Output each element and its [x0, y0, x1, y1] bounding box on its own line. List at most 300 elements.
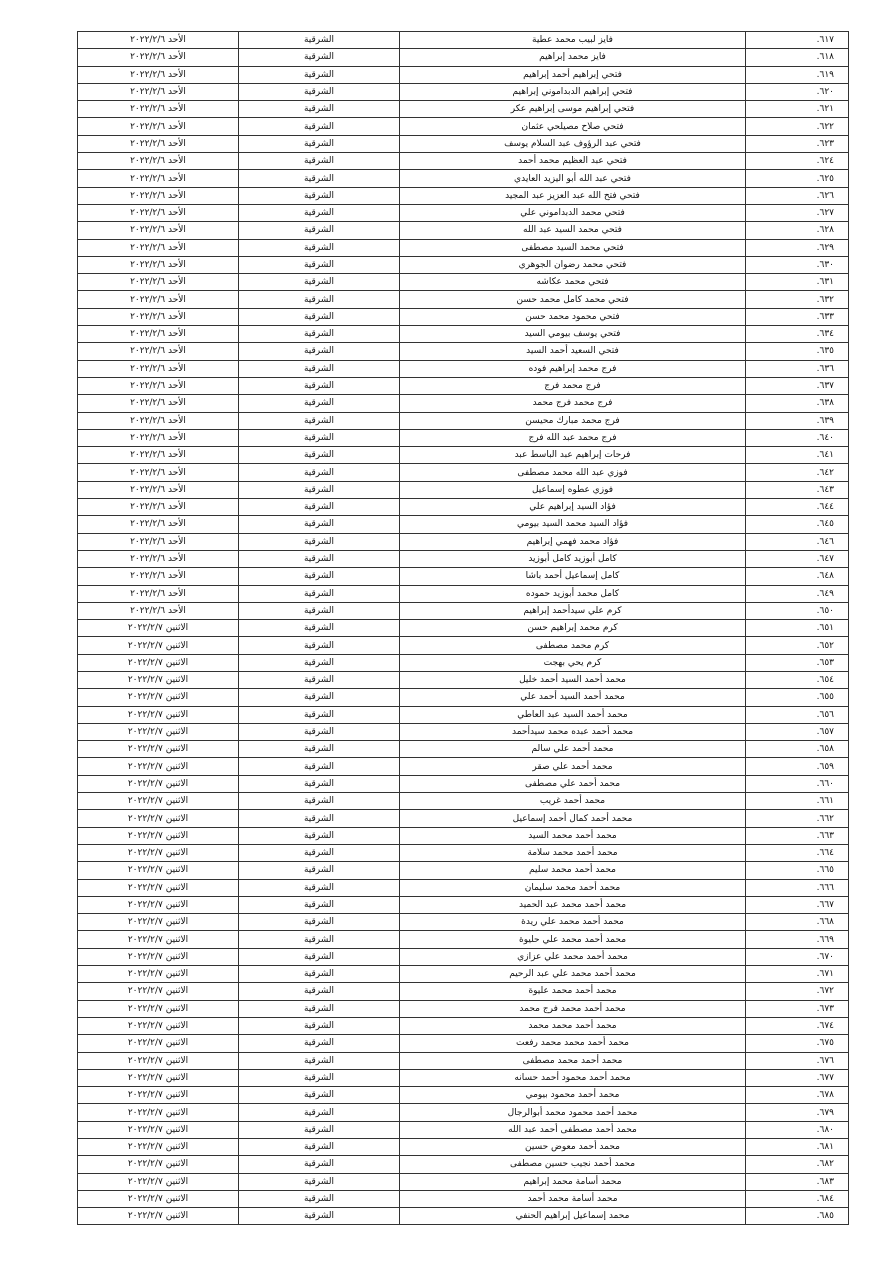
table-row — [78, 1087, 849, 1104]
row-number-cell: ٦٥١. — [746, 620, 849, 637]
governorate-cell: الشرقية — [239, 481, 400, 498]
governorate-cell: الشرقية — [239, 291, 400, 308]
table-row — [78, 1017, 849, 1034]
name-cell: محمد أحمد غريب — [400, 793, 746, 810]
row-number-cell: ٦٦١. — [746, 793, 849, 810]
governorate-cell: الشرقية — [239, 516, 400, 533]
date-cell: الأحد ٢٠٢٢/٢/٦ — [78, 447, 239, 464]
date-cell: الاثنين ٢٠٢٢/٢/٧ — [78, 1104, 239, 1121]
date-cell: الاثنين ٢٠٢٢/٢/٧ — [78, 706, 239, 723]
date-cell: الأحد ٢٠٢٢/٢/٦ — [78, 101, 239, 118]
date-cell: الاثنين ٢٠٢٢/٢/٧ — [78, 689, 239, 706]
date-cell: الاثنين ٢٠٢٢/٢/٧ — [78, 637, 239, 654]
table-row — [78, 1156, 849, 1173]
name-cell: كرم محمد إبراهيم حسن — [400, 620, 746, 637]
date-cell: الأحد ٢٠٢٢/٢/٦ — [78, 499, 239, 516]
table-row — [78, 1208, 849, 1225]
name-cell: فتحي محمد السيد مصطفى — [400, 239, 746, 256]
row-number-cell: ٦٥٣. — [746, 654, 849, 671]
date-cell: الاثنين ٢٠٢٢/٢/٧ — [78, 844, 239, 861]
table-row — [78, 1121, 849, 1138]
date-cell: الاثنين ٢٠٢٢/٢/٧ — [78, 793, 239, 810]
table-row — [78, 1190, 849, 1207]
row-number-cell: ٦٣٣. — [746, 308, 849, 325]
governorate-cell: الشرقية — [239, 758, 400, 775]
row-number-cell: ٦٤٦. — [746, 533, 849, 550]
governorate-cell: الشرقية — [239, 671, 400, 688]
row-number-cell: ٦٣٢. — [746, 291, 849, 308]
date-cell: الاثنين ٢٠٢٢/٢/٧ — [78, 983, 239, 1000]
governorate-cell: الشرقية — [239, 239, 400, 256]
table-row — [78, 516, 849, 533]
date-cell: الأحد ٢٠٢٢/٢/٦ — [78, 135, 239, 152]
name-cell: فوزي عبد الله محمد مصطفى — [400, 464, 746, 481]
date-cell: الأحد ٢٠٢٢/٢/٦ — [78, 360, 239, 377]
table-row — [78, 447, 849, 464]
name-cell: فتحي محمد الدبداموني علي — [400, 204, 746, 221]
row-number-cell: ٦٧٥. — [746, 1035, 849, 1052]
row-number-cell: ٦٤٢. — [746, 464, 849, 481]
governorate-cell: الشرقية — [239, 274, 400, 291]
name-cell: فوزي عطوه إسماعيل — [400, 481, 746, 498]
governorate-cell: الشرقية — [239, 1173, 400, 1190]
name-cell: كامل محمد أبوزيد حموده — [400, 585, 746, 602]
date-cell: الأحد ٢٠٢٢/٢/٦ — [78, 83, 239, 100]
date-cell: الأحد ٢٠٢٢/٢/٦ — [78, 412, 239, 429]
date-cell: الأحد ٢٠٢٢/٢/٦ — [78, 395, 239, 412]
date-cell: الأحد ٢٠٢٢/٢/٦ — [78, 222, 239, 239]
row-number-cell: ٦٥٢. — [746, 637, 849, 654]
row-number-cell: ٦٥٧. — [746, 723, 849, 740]
row-number-cell: ٦٢٨. — [746, 222, 849, 239]
date-cell: الاثنين ٢٠٢٢/٢/٧ — [78, 1121, 239, 1138]
row-number-cell: ٦٢١. — [746, 101, 849, 118]
name-cell: محمد أحمد كمال أحمد إسماعيل — [400, 810, 746, 827]
date-cell: الأحد ٢٠٢٢/٢/٦ — [78, 239, 239, 256]
name-cell: فتحي محمد السيد عبد الله — [400, 222, 746, 239]
date-cell: الأحد ٢٠٢٢/٢/٦ — [78, 274, 239, 291]
date-cell: الأحد ٢٠٢٢/٢/٦ — [78, 481, 239, 498]
name-cell: كرم محمد مصطفى — [400, 637, 746, 654]
table-row — [78, 239, 849, 256]
name-cell: محمد أحمد محمد مصطفى — [400, 1052, 746, 1069]
row-number-cell: ٦٣٩. — [746, 412, 849, 429]
governorate-cell: الشرقية — [239, 862, 400, 879]
name-cell: كامل أبوزيد كامل أبوزيد — [400, 550, 746, 567]
name-cell: محمد أحمد معوض حسين — [400, 1139, 746, 1156]
name-cell: محمد أحمد علي سالم — [400, 741, 746, 758]
table-row — [78, 758, 849, 775]
governorate-cell: الشرقية — [239, 377, 400, 394]
governorate-cell: الشرقية — [239, 412, 400, 429]
table-row — [78, 343, 849, 360]
row-number-cell: ٦٦٥. — [746, 862, 849, 879]
table-row — [78, 101, 849, 118]
date-cell: الأحد ٢٠٢٢/٢/٦ — [78, 568, 239, 585]
row-number-cell: ٦١٧. — [746, 32, 849, 49]
table-row — [78, 723, 849, 740]
governorate-cell: الشرقية — [239, 1208, 400, 1225]
table-row — [78, 585, 849, 602]
name-cell: فتحي محمد عكاشه — [400, 274, 746, 291]
table-row — [78, 550, 849, 567]
governorate-cell: الشرقية — [239, 879, 400, 896]
row-number-cell: ٦٧٧. — [746, 1069, 849, 1086]
row-number-cell: ٦٥٥. — [746, 689, 849, 706]
row-number-cell: ٦٢٦. — [746, 187, 849, 204]
date-cell: الاثنين ٢٠٢٢/٢/٧ — [78, 1156, 239, 1173]
row-number-cell: ٦٢٢. — [746, 118, 849, 135]
row-number-cell: ٦٨٤. — [746, 1190, 849, 1207]
date-cell: الاثنين ٢٠٢٢/٢/٧ — [78, 671, 239, 688]
governorate-cell: الشرقية — [239, 810, 400, 827]
row-number-cell: ٦٢٤. — [746, 153, 849, 170]
date-cell: الاثنين ٢٠٢٢/٢/٧ — [78, 1139, 239, 1156]
governorate-cell: الشرقية — [239, 585, 400, 602]
date-cell: الأحد ٢٠٢٢/٢/٦ — [78, 32, 239, 49]
date-cell: الأحد ٢٠٢٢/٢/٦ — [78, 464, 239, 481]
name-cell: فؤاد السيد محمد السيد بيومي — [400, 516, 746, 533]
row-number-cell: ٦٤٥. — [746, 516, 849, 533]
name-cell: محمد أحمد محمود محمد أبوالرجال — [400, 1104, 746, 1121]
name-cell: فتحي إبراهيم أحمد إبراهيم — [400, 66, 746, 83]
date-cell: الاثنين ٢٠٢٢/٢/٧ — [78, 810, 239, 827]
row-number-cell: ٦٢٣. — [746, 135, 849, 152]
date-cell: الأحد ٢٠٢٢/٢/٦ — [78, 256, 239, 273]
governorate-cell: الشرقية — [239, 170, 400, 187]
date-cell: الأحد ٢٠٢٢/٢/٦ — [78, 585, 239, 602]
name-cell: فتحي عبد الرؤوف عبد السلام يوسف — [400, 135, 746, 152]
table-row — [78, 1104, 849, 1121]
date-cell: الاثنين ٢٠٢٢/٢/٧ — [78, 1173, 239, 1190]
governorate-cell: الشرقية — [239, 1069, 400, 1086]
table-row — [78, 429, 849, 446]
date-cell: الاثنين ٢٠٢٢/٢/٧ — [78, 1035, 239, 1052]
table-row — [78, 533, 849, 550]
governorate-cell: الشرقية — [239, 948, 400, 965]
row-number-cell: ٦٦٣. — [746, 827, 849, 844]
row-number-cell: ٦٧٣. — [746, 1000, 849, 1017]
row-number-cell: ٦٧٦. — [746, 1052, 849, 1069]
governorate-cell: الشرقية — [239, 793, 400, 810]
row-number-cell: ٦٥٦. — [746, 706, 849, 723]
date-cell: الاثنين ٢٠٢٢/٢/٧ — [78, 723, 239, 740]
governorate-cell: الشرقية — [239, 308, 400, 325]
date-cell: الاثنين ٢٠٢٢/٢/٧ — [78, 1017, 239, 1034]
table-row — [78, 170, 849, 187]
row-number-cell: ٦٦٧. — [746, 896, 849, 913]
name-cell: محمد أحمد مصطفى أحمد عبد الله — [400, 1121, 746, 1138]
row-number-cell: ٦٧٤. — [746, 1017, 849, 1034]
table-row — [78, 222, 849, 239]
date-cell: الأحد ٢٠٢٢/٢/٦ — [78, 308, 239, 325]
governorate-cell: الشرقية — [239, 931, 400, 948]
governorate-cell: الشرقية — [239, 395, 400, 412]
name-cell: فتحي عبد الله أبو اليزيد العايدي — [400, 170, 746, 187]
date-cell: الأحد ٢٠٢٢/٢/٦ — [78, 118, 239, 135]
governorate-cell: الشرقية — [239, 706, 400, 723]
table-row — [78, 775, 849, 792]
name-cell: محمد أحمد محمود بيومي — [400, 1087, 746, 1104]
governorate-cell: الشرقية — [239, 447, 400, 464]
date-cell: الأحد ٢٠٢٢/٢/٦ — [78, 602, 239, 619]
governorate-cell: الشرقية — [239, 1035, 400, 1052]
date-cell: الأحد ٢٠٢٢/٢/٦ — [78, 550, 239, 567]
governorate-cell: الشرقية — [239, 689, 400, 706]
governorate-cell: الشرقية — [239, 1017, 400, 1034]
table-body — [78, 32, 849, 1225]
table-row — [78, 377, 849, 394]
name-cell: محمد أحمد نجيب حسين مصطفى — [400, 1156, 746, 1173]
name-cell: فرحات إبراهيم عبد الباسط عبد — [400, 447, 746, 464]
date-cell: الأحد ٢٠٢٢/٢/٦ — [78, 326, 239, 343]
table-row — [78, 706, 849, 723]
table-row — [78, 966, 849, 983]
name-cell: محمد أحمد السيد أحمد علي — [400, 689, 746, 706]
table-row — [78, 827, 849, 844]
table-row — [78, 256, 849, 273]
governorate-cell: الشرقية — [239, 326, 400, 343]
row-number-cell: ٦٤٩. — [746, 585, 849, 602]
date-cell: الأحد ٢٠٢٢/٢/٦ — [78, 170, 239, 187]
date-cell: الاثنين ٢٠٢٢/٢/٧ — [78, 879, 239, 896]
governorate-cell: الشرقية — [239, 637, 400, 654]
row-number-cell: ٦٢٥. — [746, 170, 849, 187]
table-row — [78, 66, 849, 83]
row-number-cell: ٦٨٠. — [746, 1121, 849, 1138]
name-cell: محمد أحمد محمد عليوة — [400, 983, 746, 1000]
row-number-cell: ٦٧٠. — [746, 948, 849, 965]
governorate-cell: الشرقية — [239, 1190, 400, 1207]
table-row — [78, 1035, 849, 1052]
date-cell: الاثنين ٢٠٢٢/٢/٧ — [78, 654, 239, 671]
name-cell: فتحي محمد رضوان الجوهري — [400, 256, 746, 273]
table-row — [78, 914, 849, 931]
name-cell: محمد أحمد محمد علي ريدة — [400, 914, 746, 931]
governorate-cell: الشرقية — [239, 118, 400, 135]
date-cell: الاثنين ٢٠٢٢/٢/٧ — [78, 948, 239, 965]
row-number-cell: ٦٣٦. — [746, 360, 849, 377]
date-cell: الاثنين ٢٠٢٢/٢/٧ — [78, 1190, 239, 1207]
governorate-cell: الشرقية — [239, 620, 400, 637]
row-number-cell: ٦٣٨. — [746, 395, 849, 412]
governorate-cell: الشرقية — [239, 827, 400, 844]
table-row — [78, 153, 849, 170]
date-cell: الأحد ٢٠٢٢/٢/٦ — [78, 204, 239, 221]
row-number-cell: ٦١٨. — [746, 49, 849, 66]
date-cell: الأحد ٢٠٢٢/٢/٦ — [78, 516, 239, 533]
row-number-cell: ٦٨٣. — [746, 1173, 849, 1190]
governorate-cell: الشرقية — [239, 775, 400, 792]
row-number-cell: ٦٢٠. — [746, 83, 849, 100]
governorate-cell: الشرقية — [239, 1104, 400, 1121]
governorate-cell: الشرقية — [239, 741, 400, 758]
name-cell: كرم علي سيدأحمد إبراهيم — [400, 602, 746, 619]
row-number-cell: ٦٥٠. — [746, 602, 849, 619]
name-cell: محمد أحمد محمد علي حليوة — [400, 931, 746, 948]
row-number-cell: ٦٣٥. — [746, 343, 849, 360]
table-row — [78, 308, 849, 325]
row-number-cell: ٦٤٠. — [746, 429, 849, 446]
table-row — [78, 49, 849, 66]
table-row — [78, 464, 849, 481]
table-row — [78, 637, 849, 654]
governorate-cell: الشرقية — [239, 966, 400, 983]
row-number-cell: ٦٦٤. — [746, 844, 849, 861]
table-row — [78, 135, 849, 152]
row-number-cell: ٦٥٨. — [746, 741, 849, 758]
governorate-cell: الشرقية — [239, 568, 400, 585]
governorate-cell: الشرقية — [239, 1000, 400, 1017]
name-cell: فؤاد السيد إبراهيم علي — [400, 499, 746, 516]
name-cell: محمد أسامة محمد أحمد — [400, 1190, 746, 1207]
governorate-cell: الشرقية — [239, 533, 400, 550]
row-number-cell: ٦٦٦. — [746, 879, 849, 896]
governorate-cell: الشرقية — [239, 1139, 400, 1156]
name-cell: محمد أحمد السيد عبد العاطي — [400, 706, 746, 723]
date-cell: الأحد ٢٠٢٢/٢/٦ — [78, 66, 239, 83]
attendance-table — [77, 31, 849, 1225]
date-cell: الأحد ٢٠٢٢/٢/٦ — [78, 187, 239, 204]
date-cell: الاثنين ٢٠٢٢/٢/٧ — [78, 1208, 239, 1225]
name-cell: محمد أحمد عبده محمد سيدأحمد — [400, 723, 746, 740]
name-cell: فرج محمد فرج محمد — [400, 395, 746, 412]
row-number-cell: ٦٣١. — [746, 274, 849, 291]
table-row — [78, 793, 849, 810]
row-number-cell: ٦٤٣. — [746, 481, 849, 498]
table-row — [78, 187, 849, 204]
name-cell: فتحي فتح الله عبد العزيز عبد المجيد — [400, 187, 746, 204]
date-cell: الاثنين ٢٠٢٢/٢/٧ — [78, 775, 239, 792]
governorate-cell: الشرقية — [239, 1156, 400, 1173]
name-cell: كامل إسماعيل أحمد باشا — [400, 568, 746, 585]
row-number-cell: ٦٣٤. — [746, 326, 849, 343]
name-cell: فتحي إبراهيم الدبداموني إبراهيم — [400, 83, 746, 100]
table-row — [78, 1069, 849, 1086]
governorate-cell: الشرقية — [239, 1121, 400, 1138]
table-row — [78, 620, 849, 637]
governorate-cell: الشرقية — [239, 914, 400, 931]
table-row — [78, 32, 849, 49]
name-cell: فرج محمد فرج — [400, 377, 746, 394]
name-cell: محمد أحمد محمد علي عبد الرحيم — [400, 966, 746, 983]
name-cell: محمد أحمد محمد علي عزازي — [400, 948, 746, 965]
name-cell: فؤاد محمد فهمي إبراهيم — [400, 533, 746, 550]
governorate-cell: الشرقية — [239, 896, 400, 913]
name-cell: فايز محمد إبراهيم — [400, 49, 746, 66]
name-cell: محمد أحمد محمد سلامة — [400, 844, 746, 861]
row-number-cell: ٦٣٧. — [746, 377, 849, 394]
governorate-cell: الشرقية — [239, 343, 400, 360]
name-cell: كرم يحي بهجت — [400, 654, 746, 671]
date-cell: الاثنين ٢٠٢٢/٢/٧ — [78, 931, 239, 948]
table-row — [78, 862, 849, 879]
row-number-cell: ٦٥٩. — [746, 758, 849, 775]
governorate-cell: الشرقية — [239, 187, 400, 204]
name-cell: محمد أحمد محمود أحمد حسانه — [400, 1069, 746, 1086]
table-row — [78, 412, 849, 429]
table-row — [78, 481, 849, 498]
date-cell: الاثنين ٢٠٢٢/٢/٧ — [78, 862, 239, 879]
table-row — [78, 844, 849, 861]
governorate-cell: الشرقية — [239, 83, 400, 100]
name-cell: فايز لبيب محمد عطية — [400, 32, 746, 49]
table-row — [78, 326, 849, 343]
name-cell: فرج محمد إبراهيم فوده — [400, 360, 746, 377]
governorate-cell: الشرقية — [239, 360, 400, 377]
governorate-cell: الشرقية — [239, 222, 400, 239]
governorate-cell: الشرقية — [239, 654, 400, 671]
name-cell: محمد أحمد محمد محمد رفعت — [400, 1035, 746, 1052]
date-cell: الأحد ٢٠٢٢/٢/٦ — [78, 153, 239, 170]
date-cell: الاثنين ٢٠٢٢/٢/٧ — [78, 827, 239, 844]
table-row — [78, 654, 849, 671]
table-row — [78, 360, 849, 377]
governorate-cell: الشرقية — [239, 256, 400, 273]
row-number-cell: ٦٨٥. — [746, 1208, 849, 1225]
name-cell: فتحي محمود محمد حسن — [400, 308, 746, 325]
name-cell: محمد أحمد محمد فرج محمد — [400, 1000, 746, 1017]
name-cell: محمد أحمد محمد سليمان — [400, 879, 746, 896]
governorate-cell: الشرقية — [239, 844, 400, 861]
row-number-cell: ٦٢٩. — [746, 239, 849, 256]
table-row — [78, 204, 849, 221]
governorate-cell: الشرقية — [239, 499, 400, 516]
date-cell: الاثنين ٢٠٢٢/٢/٧ — [78, 1000, 239, 1017]
table-row — [78, 983, 849, 1000]
row-number-cell: ٦٦٢. — [746, 810, 849, 827]
table-row — [78, 1173, 849, 1190]
name-cell: محمد أحمد محمد السيد — [400, 827, 746, 844]
row-number-cell: ٦٧١. — [746, 966, 849, 983]
table-row — [78, 602, 849, 619]
table-row — [78, 1052, 849, 1069]
table-row — [78, 948, 849, 965]
governorate-cell: الشرقية — [239, 429, 400, 446]
name-cell: فرج محمد عبد الله فرج — [400, 429, 746, 446]
table-row — [78, 118, 849, 135]
table-row — [78, 83, 849, 100]
table-row — [78, 274, 849, 291]
name-cell: محمد إسماعيل إبراهيم الحنفي — [400, 1208, 746, 1225]
date-cell: الأحد ٢٠٢٢/٢/٦ — [78, 533, 239, 550]
governorate-cell: الشرقية — [239, 1052, 400, 1069]
row-number-cell: ٦٨٢. — [746, 1156, 849, 1173]
governorate-cell: الشرقية — [239, 49, 400, 66]
row-number-cell: ٦٧٢. — [746, 983, 849, 1000]
date-cell: الاثنين ٢٠٢٢/٢/٧ — [78, 1087, 239, 1104]
row-number-cell: ٦٣٠. — [746, 256, 849, 273]
table-row — [78, 741, 849, 758]
table-row — [78, 810, 849, 827]
name-cell: محمد أحمد محمد محمد — [400, 1017, 746, 1034]
governorate-cell: الشرقية — [239, 66, 400, 83]
governorate-cell: الشرقية — [239, 550, 400, 567]
table-row — [78, 395, 849, 412]
table-row — [78, 931, 849, 948]
table-row — [78, 671, 849, 688]
governorate-cell: الشرقية — [239, 602, 400, 619]
name-cell: محمد أسامة محمد إبراهيم — [400, 1173, 746, 1190]
row-number-cell: ٦٤٤. — [746, 499, 849, 516]
table-row — [78, 689, 849, 706]
date-cell: الأحد ٢٠٢٢/٢/٦ — [78, 49, 239, 66]
date-cell: الأحد ٢٠٢٢/٢/٦ — [78, 343, 239, 360]
row-number-cell: ٦٦٠. — [746, 775, 849, 792]
date-cell: الاثنين ٢٠٢٢/٢/٧ — [78, 758, 239, 775]
date-cell: الاثنين ٢٠٢٢/٢/٧ — [78, 620, 239, 637]
date-cell: الأحد ٢٠٢٢/٢/٦ — [78, 429, 239, 446]
